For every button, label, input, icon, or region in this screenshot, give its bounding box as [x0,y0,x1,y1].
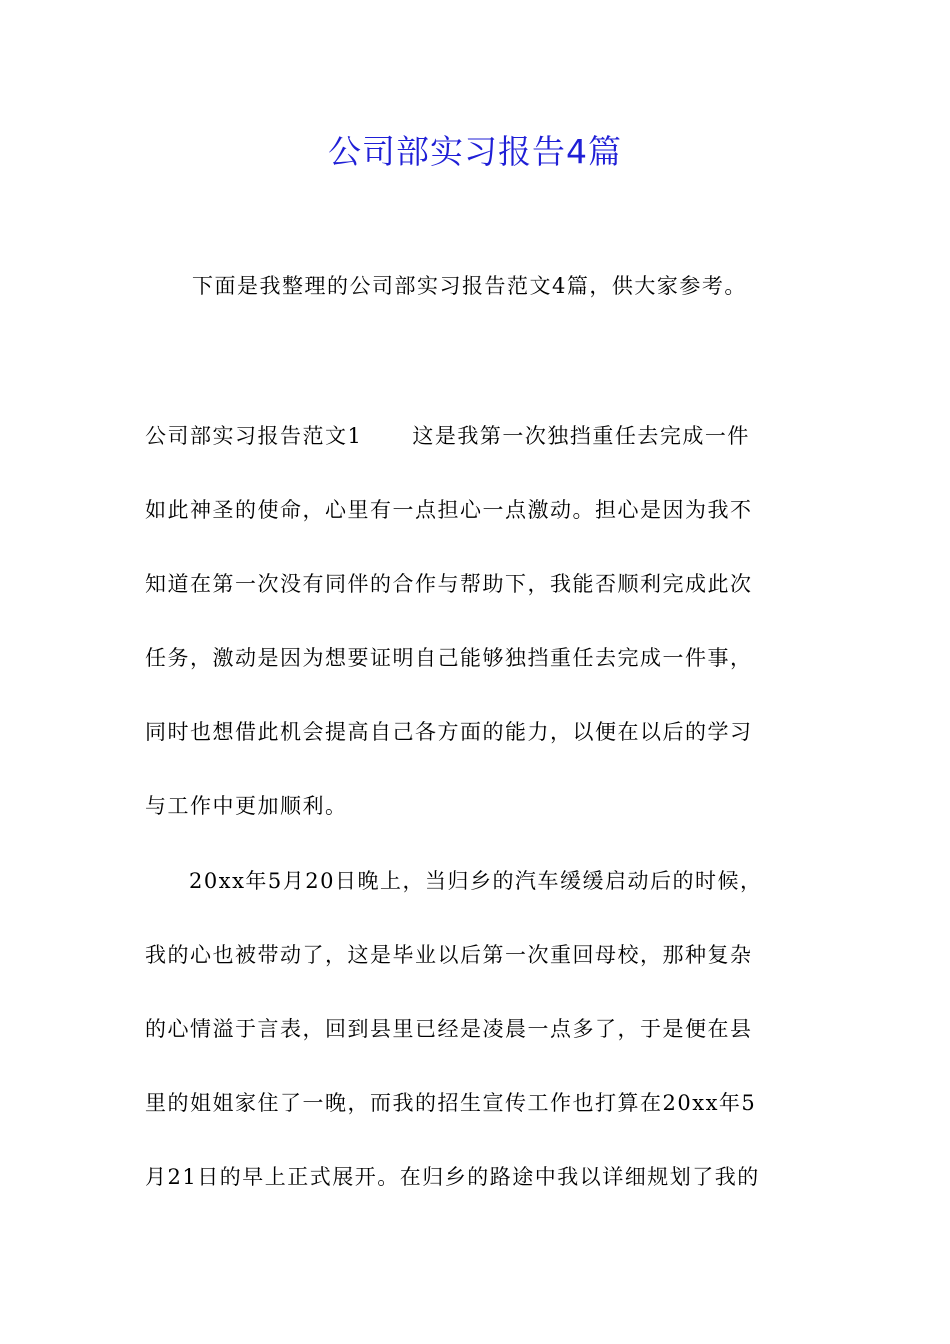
paragraph-2-line-1 [145,865,810,939]
paragraph-1-line-1 [145,420,810,494]
document-title: 公司部实习报告4篇 [328,132,622,171]
paragraph-line: 如此神圣的使命，心里有一点担心一点激动。担心是因为我不 [145,498,753,522]
paragraph-line: 20xx年5月20日晚上，当归乡的汽车缓缓启动后的时候， [189,869,763,893]
paragraph-line: 任务，激动是因为想要证明自己能够独挡重任去完成一件事， [145,646,753,670]
paragraph-line: 与工作中更加顺利。 [145,794,348,818]
paragraph-line: 同时也想借此机会提高自己各方面的能力，以便在以后的学习 [145,720,753,744]
paragraph-line: 里的姐姐家住了一晚，而我的招生宣传工作也打算在20xx年5 [145,1091,757,1115]
paragraph-line: 月21日的早上正式展开。在归乡的路途中我以详细规划了我的 [145,1165,760,1189]
paragraph-2 [145,865,810,1235]
intro-paragraph: 下面是我整理的公司部实习报告范文4篇，供大家参考。 [192,274,747,298]
section-1-heading: 公司部实习报告范文1 [145,424,363,448]
paragraph-line: 的心情溢于言表，回到县里已经是凌晨一点多了，于是便在县 [145,1017,753,1041]
paragraph-line: 我的心也被带动了，这是毕业以后第一次重回母校，那种复杂 [145,943,753,967]
paragraph-line: 知道在第一次没有同伴的合作与帮助下，我能否顺利完成此次 [145,572,753,596]
paragraph-1 [145,420,810,864]
paragraph-line: 这是我第一次独挡重任去完成一件 [412,424,750,448]
